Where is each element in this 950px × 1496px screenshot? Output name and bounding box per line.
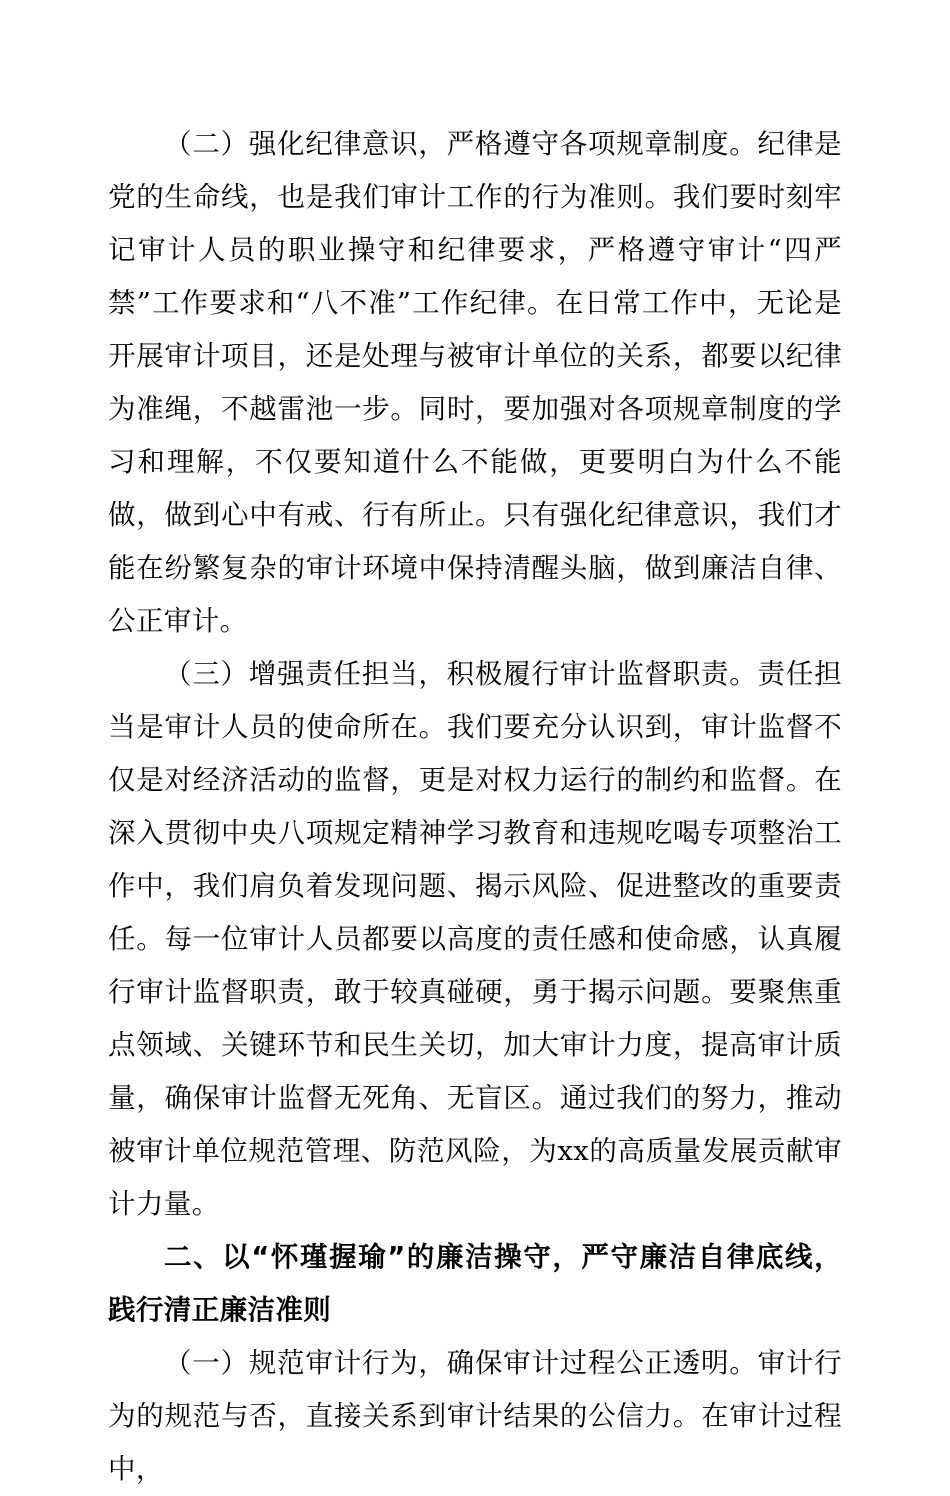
document-body bbox=[108, 118, 842, 1496]
paragraph-discipline-awareness: （二）强化纪律意识，严格遵守各项规章制度。纪律是党的生命线，也是我们审计工作的行为准则。我们要时刻牢记审计人员的职业操守和纪律要求，严格遵守审计“四严禁”工作要求和“八不准”工作纪律。在日常工作中，无论是开展审计项目，还是处理与被审计单位的关系，都要以纪律为准绳，不越雷池一步。同时，要加强对各项规章制度的学习和理解，不仅要知道什么不能做，更要明白为什么不能做，做到心中有戒、行有所止。只有强化纪律意识，我们才能在纷繁复杂的审计环境中保持清醒头脑，做到廉洁自律、公正审计。 bbox=[108, 128, 842, 637]
section-heading-two: 二、以“怀瑾握瑜”的廉洁操守，严守廉洁自律底线，践行清正廉洁准则 bbox=[108, 1241, 842, 1326]
paragraph-responsibility: （三）增强责任担当，积极履行审计监督职责。责任担当是审计人员的使命所在。我们要充分认识到，审计监督不仅是对经济活动的监督，更是对权力运行的制约和监督。在深入贯彻中央八项规定精神学习教育和违规吃喝专项整治工作中，我们肩负着发现问题、揭示风险、促进整改的重要责任。每一位审计人员都要以高度的责任感和使命感，认真履行审计监督职责，敢于较真碰硬，勇于揭示问题。要聚焦重点领域、关键环节和民生关切，加大审计力度，提高审计质量，确保审计监督无死角、无盲区。通过我们的努力，推动被审计单位规范管理、防范风险，为xx的高质量发展贡献审计力量。 bbox=[108, 658, 842, 1220]
paragraph-standardize-audit-conduct: （一）规范审计行为，确保审计过程公正透明。审计行为的规范与否，直接关系到审计结果的公信力。在审计过程中， bbox=[108, 1347, 842, 1485]
